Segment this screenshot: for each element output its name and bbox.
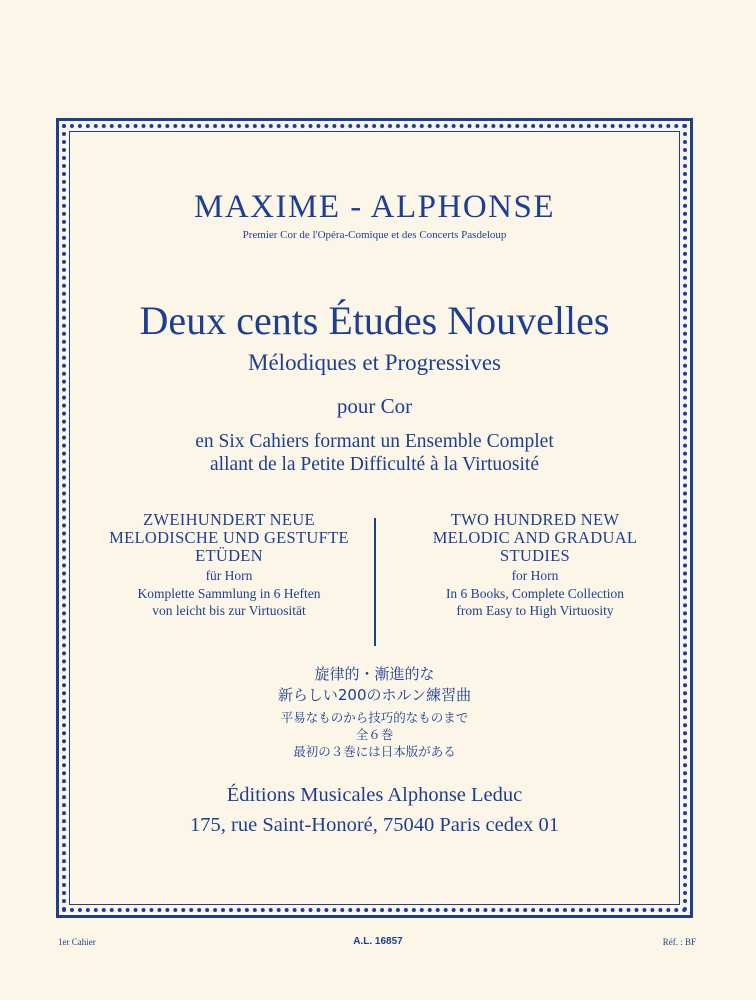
english-instrument: for Horn xyxy=(511,568,559,583)
japanese-line-4: 全６巻 xyxy=(355,727,394,742)
japanese-line-1: 旋律的・漸進的な xyxy=(314,665,435,683)
work-subtitle: Mélodiques et Progressives xyxy=(248,350,501,375)
german-heading-1: ZWEIHUNDERT NEUE xyxy=(143,510,315,529)
german-heading-3: ETÜDEN xyxy=(195,546,263,565)
german-line-2: von leicht bis zur Virtuosität xyxy=(152,603,306,618)
english-heading-2: MELODIC AND GRADUAL xyxy=(432,528,638,547)
composer-subtitle: Premier Cor de l'Opéra-Comique et des Concerts Pasdeloup xyxy=(242,229,507,241)
german-heading-2: MELODISCHE UND GESTUFTE xyxy=(109,528,349,547)
japanese-line-3: 平易なものから技巧的なものまで xyxy=(280,710,469,725)
japanese-line-2: 新らしい200のホルン練習曲 xyxy=(277,686,472,704)
publisher-name: Éditions Musicales Alphonse Leduc xyxy=(226,784,523,806)
column-divider xyxy=(374,518,376,646)
volume-label: 1er Cahier xyxy=(58,937,96,947)
composer-name: MAXIME - ALPHONSE xyxy=(193,189,555,225)
english-heading-3: STUDIES xyxy=(500,546,570,565)
instrument-line: pour Cor xyxy=(336,394,413,418)
description-line-2: allant de la Petite Difficulté à la Virtuosité xyxy=(210,454,539,475)
work-title: Deux cents Études Nouvelles xyxy=(139,298,610,343)
reference-label: Réf. : BF xyxy=(662,937,696,947)
publisher-address: 175, rue Saint-Honoré, 75040 Paris cedex 01 xyxy=(190,814,559,836)
japanese-line-5: 最初の３巻には日本版がある xyxy=(293,744,456,759)
english-heading-1: TWO HUNDRED NEW xyxy=(450,510,620,529)
description-line-1: en Six Cahiers formant un Ensemble Complet xyxy=(195,431,554,452)
catalog-number: A.L. 16857 xyxy=(353,936,403,947)
german-column xyxy=(84,511,374,620)
english-line-1: In 6 Books, Complete Collection xyxy=(445,585,625,601)
german-line-1: Komplette Sammlung in 6 Heften xyxy=(137,585,321,601)
english-line-2: from Easy to High Virtuosity xyxy=(456,603,614,618)
german-instrument: für Horn xyxy=(205,568,253,583)
english-column xyxy=(390,511,680,620)
